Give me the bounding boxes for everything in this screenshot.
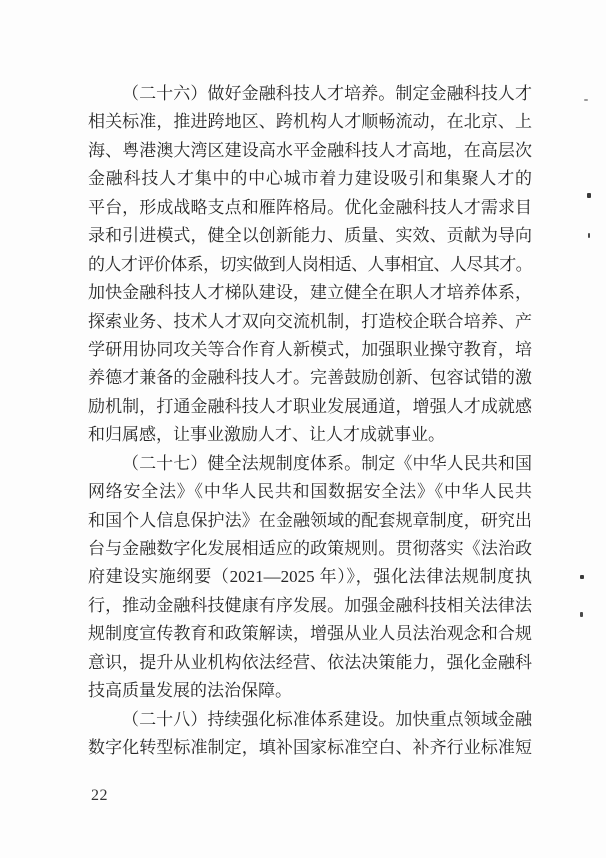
text-line: 和国个人信息保护法》在金融领域的配套规章制度，研究出 — [88, 510, 532, 530]
text-line: （二十七）健全法规制度体系。制定《中华人民共和国 — [122, 453, 532, 473]
text-line: 相关标准，推进跨地区、跨机构人才顺畅流动，在北京、上 — [88, 112, 532, 132]
scan-speck — [580, 575, 584, 579]
text-line: （二十八）持续强化标准体系建设。加快重点领域金融 — [122, 709, 532, 729]
text-line: 养德才兼备的金融科技人才。完善鼓励创新、包容试错的激 — [88, 368, 532, 388]
text-line: 加快金融科技人才梯队建设，建立健全在职人才培养体系， — [88, 283, 532, 303]
text-line: 探索业务、技术人才双向交流机制，打造校企联合培养、产 — [88, 311, 532, 331]
text-line: 录和引进模式，健全以创新能力、质量、实效、贡献为导向 — [88, 226, 532, 246]
text-line: 府建设实施纲要（2021—2025 年）》，强化法律法规制度执 — [88, 567, 532, 587]
text-line: 励机制，打通金融科技人才职业发展通道，增强人才成就感 — [88, 396, 532, 416]
text-line: 海、粤港澳大湾区建设高水平金融科技人才高地，在高层次 — [88, 140, 532, 160]
page-number: 22 — [91, 787, 108, 804]
text-line: 学研用协同攻关等合作育人新模式，加强职业操守教育，培 — [88, 339, 532, 359]
text-block — [88, 80, 532, 763]
text-line: 行，推动金融科技健康有序发展。加强金融科技相关法律法 — [88, 595, 532, 615]
scan-speck — [584, 99, 588, 101]
text-line: 规制度宣传教育和政策解读，增强从业人员法治观念和合规 — [88, 624, 532, 644]
text-line: 意识，提升从业机构依法经营、依法决策能力，强化金融科 — [88, 652, 532, 672]
text-line: 数字化转型标准制定，填补国家标准空白、补齐行业标准短 — [88, 738, 532, 758]
scan-speck — [580, 612, 583, 617]
scan-speck — [588, 233, 590, 238]
text-line: 和归属感，让事业激励人才、让人才成就事业。 — [88, 425, 445, 445]
text-line: 金融科技人才集中的中心城市着力建设吸引和集聚人才的 — [88, 169, 532, 189]
text-line: 台与金融数字化发展相适应的政策规则。贯彻落实《法治政 — [88, 539, 532, 558]
text-line: （二十六）做好金融科技人才培养。制定金融科技人才 — [122, 84, 532, 103]
scan-speck — [587, 193, 591, 198]
text-line: 网络安全法》《中华人民共和国数据安全法》《中华人民共 — [88, 482, 532, 502]
text-line: 平台，形成战略支点和雁阵格局。优化金融科技人才需求目 — [88, 197, 532, 217]
text-line: 技高质量发展的法治保障。 — [88, 681, 292, 701]
text-line: 的人才评价体系，切实做到人岗相适、人事相宜、人尽其才。 — [88, 254, 532, 274]
